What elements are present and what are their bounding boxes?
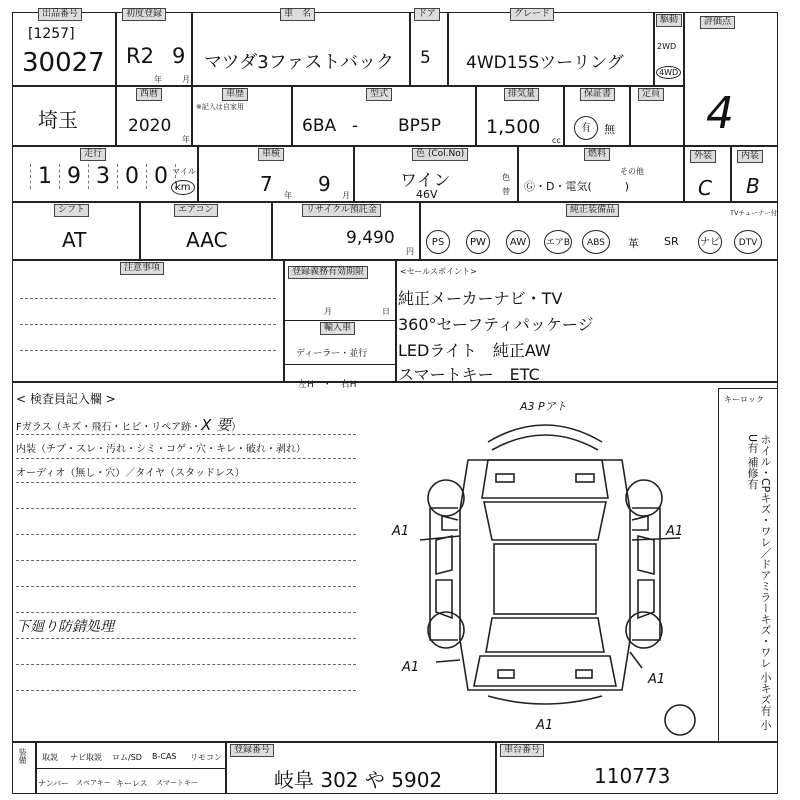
ac-label: エアコン	[174, 204, 218, 217]
equip-abs: ABS	[582, 230, 610, 254]
equip-label: 純正装備品	[566, 204, 619, 217]
color-change-1: 色	[502, 173, 510, 182]
equip-sr: SR	[664, 235, 679, 248]
color-label: 色 (Col.No)	[412, 148, 468, 161]
interior-line: 内装（チブ・スレ・汚れ・シミ・コゲ・穴・キレ・破れ・剥れ）	[16, 444, 306, 455]
deadline-month: 月	[324, 307, 332, 316]
inspector-title: < 検査員記入欄 >	[16, 392, 116, 406]
footer-keyless: キーレス	[116, 779, 148, 788]
rating-value: 4	[706, 88, 734, 139]
inspect-year-kanji: 年	[284, 191, 292, 200]
sales-label: <セールスポイント>	[400, 267, 477, 276]
caution-label: 注意事項	[120, 262, 164, 275]
damage-left-low: A1	[402, 660, 420, 675]
year-kanji: 年	[154, 75, 162, 84]
inspect-month: 9	[318, 172, 331, 196]
mileage-digit: 9	[59, 164, 88, 189]
recycle-label: リサイクル預託金	[302, 204, 381, 217]
tuner-label: TVチューナー付	[730, 209, 778, 217]
prefecture: 埼玉	[38, 108, 78, 132]
grade-label: グレード	[510, 8, 554, 21]
type-label: 型式	[366, 88, 392, 101]
capacity-label: 定員	[638, 88, 664, 101]
mileage-digits	[30, 164, 176, 189]
caution-cell	[12, 260, 284, 382]
equip-navi: ナビ	[698, 230, 722, 254]
year-unit: 年	[182, 135, 190, 144]
rating-label: 評価点	[700, 16, 735, 29]
mileage-label: 走行	[80, 148, 106, 161]
footer-rom-sd: ロム/SD	[112, 753, 142, 762]
fuel-label: 燃料	[584, 148, 610, 161]
drive-label: 駆動	[656, 14, 682, 27]
import-label: 輸入車	[320, 322, 355, 335]
color-code: 46V	[416, 188, 438, 201]
color-change-2: 替	[502, 187, 510, 196]
grade: 4WD15Sツーリング	[466, 53, 624, 73]
inspect-month-kanji: 月	[342, 191, 350, 200]
damage-left-mid: A1	[392, 524, 410, 539]
footer-number: ナンバー	[38, 779, 70, 788]
reg-year: 2020	[128, 116, 172, 136]
footer-spare-key: スペアキー	[76, 779, 111, 787]
ext-grade: C	[698, 176, 712, 200]
footer-manual: 取説	[42, 753, 58, 762]
footer-navi-manual: ナビ取説	[70, 753, 102, 762]
deadline-label: 登録義務有効期限	[288, 266, 368, 279]
equip-airbag: エアB	[544, 230, 572, 254]
mileage-unit-km: km	[171, 180, 195, 195]
history-note: ※記入は自家用	[196, 103, 244, 111]
footer-equip-label: 装備	[18, 748, 27, 764]
drive-4wd: 4WD	[656, 66, 681, 79]
car-name: マツダ3ファストバック	[204, 52, 395, 73]
warranty-yes: 有	[574, 116, 598, 140]
warranty-no: 無	[604, 123, 615, 136]
fglass-end: ）	[231, 422, 242, 433]
int-label: 内装	[737, 150, 763, 163]
recycle-amount: 9,490	[346, 228, 395, 248]
shift: AT	[62, 228, 87, 252]
chassis-label: 車台番号	[500, 744, 544, 757]
equip-aw: AW	[506, 230, 530, 254]
footer-bcas: B-CAS	[152, 752, 177, 761]
sales-point-3: LEDライト 純正AW	[398, 341, 551, 360]
reg-month: 9	[172, 44, 186, 68]
type-dash: -	[352, 116, 359, 136]
plate-label: 登録番号	[230, 744, 274, 757]
car-diagram	[380, 390, 710, 740]
damage-right-mid: A1	[666, 524, 684, 539]
mileage-digit: 0	[117, 164, 146, 189]
car-name-label: 車 名	[280, 8, 315, 21]
disp-label: 排気量	[504, 88, 539, 101]
sales-point-2: 360°セーフティパッケージ	[398, 315, 594, 334]
footer-remote: リモコン	[190, 753, 222, 762]
first-reg-label: 初度登録	[122, 8, 166, 21]
ext-label: 外装	[690, 150, 716, 163]
side-remarks: ホイル・CPキズ・ワレ／ドアミラーキズ・ワレ 小キズ有 小U有 補修有	[746, 434, 772, 731]
handwritten-note: 下廻り防錆処理	[16, 619, 114, 635]
reg-era: R2	[126, 44, 154, 68]
damage-right-low: A1	[648, 672, 666, 687]
dealer-parallel: ディーラー・並行	[296, 349, 368, 359]
damage-top: A3 Pアト	[520, 400, 567, 413]
equip-leather: 革	[628, 237, 639, 250]
keylock-label: キーロック	[724, 395, 764, 404]
sales-point-1: 純正メーカーナビ・TV	[398, 289, 563, 308]
equip-pw: PW	[466, 230, 490, 254]
lot-sub: [1257]	[28, 26, 75, 42]
inspect-year: 7	[260, 172, 273, 196]
lot-number: 30027	[22, 48, 105, 78]
door-count: 5	[420, 48, 431, 68]
fuel-options: Ⓖ・D・電気( )	[524, 180, 630, 193]
deadline-day: 日	[382, 307, 390, 316]
fuel-other: その他	[620, 167, 644, 176]
year-label: 西暦	[136, 88, 162, 101]
fglass-hand: X 要	[201, 416, 232, 434]
mileage-digit: 0	[146, 164, 176, 189]
cc-unit: cc	[552, 136, 561, 145]
color-name: ワイン	[400, 171, 451, 191]
drive-2wd: 2WD	[657, 42, 677, 51]
door-label: ドア	[414, 8, 440, 21]
type-code: BP5P	[398, 116, 441, 136]
plate-number: 岐阜 302 や 5902	[274, 768, 443, 792]
month-kanji: 月	[182, 75, 190, 84]
history-label: 車歴	[222, 88, 248, 101]
int-grade: B	[746, 174, 760, 198]
ac: AAC	[186, 228, 228, 252]
sales-point-4: スマートキー ETC	[398, 365, 540, 384]
audio-tire-line: オーディオ（無し・穴）／タイヤ（スタッドレス）	[16, 468, 245, 479]
mileage-digit: 1	[30, 164, 59, 189]
type-prefix: 6BA	[302, 116, 337, 136]
damage-bottom: A1	[536, 718, 554, 733]
equip-dtv: DTV	[734, 230, 762, 254]
inspect-label: 車検	[258, 148, 284, 161]
recycle-unit: 円	[406, 247, 414, 256]
mileage-unit-mile: マイル	[172, 167, 196, 176]
mileage-digit: 3	[88, 164, 117, 189]
shift-label: シフト	[54, 204, 89, 217]
chassis-number: 110773	[594, 764, 671, 788]
fglass-text: Fガラス（キズ・飛石・ヒビ・リペア跡・	[16, 422, 202, 433]
equip-ps: PS	[426, 230, 450, 254]
fglass-line	[16, 414, 241, 435]
warranty-label: 保証書	[580, 88, 615, 101]
steering: 左H ・ 右H	[298, 380, 357, 390]
lot-label: 出品番号	[38, 8, 82, 21]
displacement: 1,500	[486, 116, 541, 138]
footer-smart-key: スマートキー	[156, 779, 198, 787]
